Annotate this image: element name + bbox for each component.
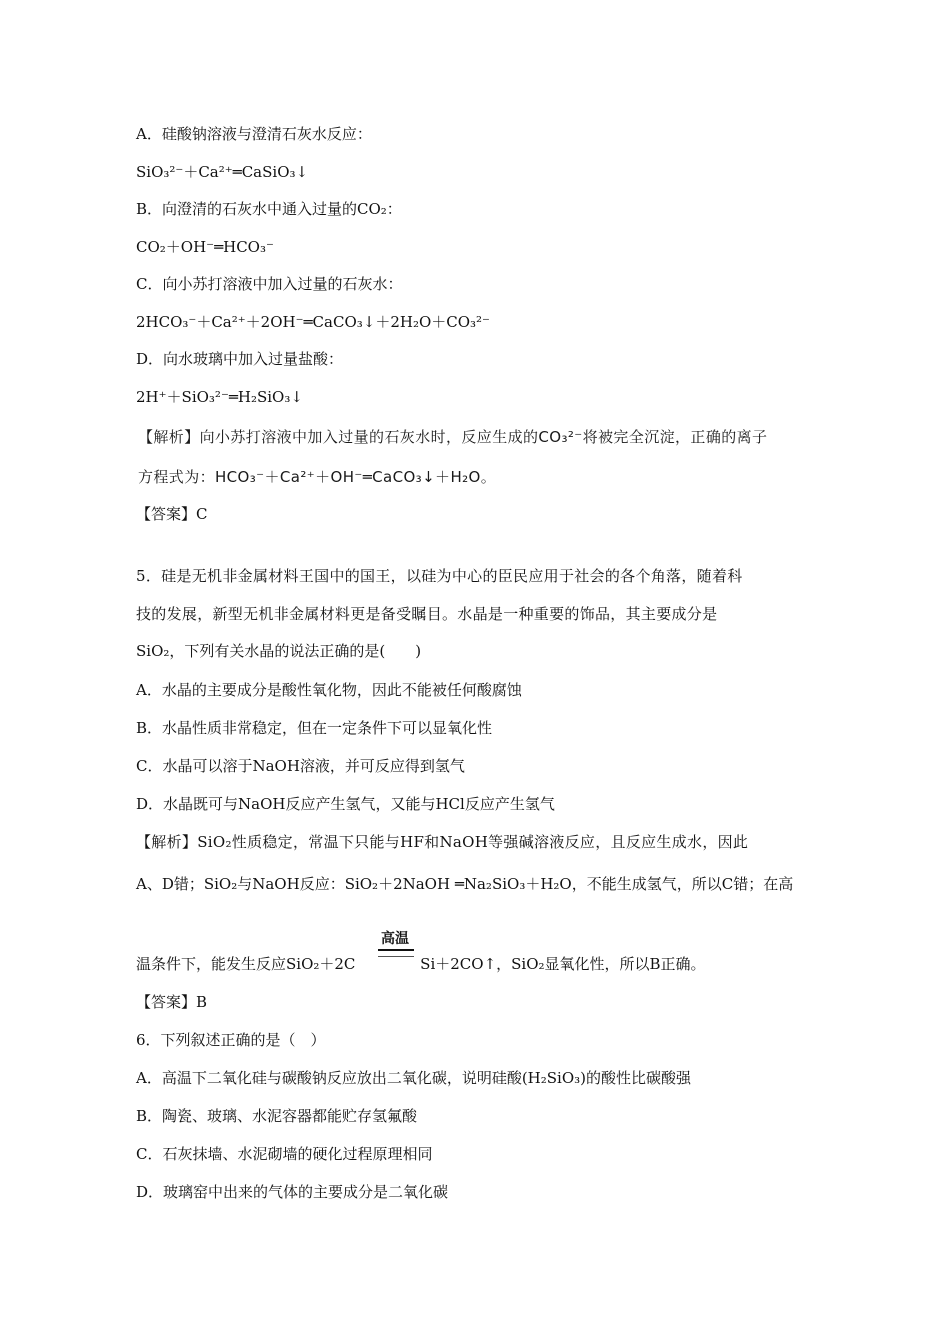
q4-equation-c: 2HCO₃⁻＋Ca²⁺＋2OH⁻═CaCO₃↓＋2H₂O＋CO₃²⁻ xyxy=(136,313,490,331)
q5-option-d: D．水晶既可与NaOH反应产生氢气，又能与HCl反应产生氢气 xyxy=(136,795,555,813)
q4-analysis-line-2: 方程式为：HCO₃⁻＋Ca²⁺＋OH⁻═CaCO₃↓＋H₂O。 xyxy=(138,468,497,486)
q5-stem-line-3: SiO₂，下列有关水晶的说法正确的是( ) xyxy=(136,642,422,660)
q6-option-d: D．玻璃窑中出来的气体的主要成分是二氧化碳 xyxy=(136,1183,449,1201)
q5-option-b: B．水晶性质非常稳定，但在一定条件下可以显氧化性 xyxy=(136,719,493,737)
reaction-condition-label: 高温 xyxy=(381,931,409,947)
q5-stem-line-2: 技的发展，新型无机非金属材料更是备受瞩目。水晶是一种重要的饰品，其主要成分是 xyxy=(136,605,718,623)
reaction-arrow-bar-top xyxy=(378,949,414,951)
q4-option-d: D．向水玻璃中加入过量盐酸： xyxy=(136,350,344,368)
q6-option-a: A．高温下二氧化硅与碳酸钠反应放出二氧化碳，说明硅酸(H₂SiO₃)的酸性比碳酸强 xyxy=(136,1069,692,1087)
q4-answer: 【答案】C xyxy=(136,505,208,523)
q4-option-a: A．硅酸钠溶液与澄清石灰水反应： xyxy=(136,125,372,143)
q5-analysis-line-3: 温条件下，能发生反应SiO₂＋2C Si＋2CO↑，SiO₂显氧化性，所以B正确。 xyxy=(136,955,706,973)
q4-equation-a: SiO₃²⁻＋Ca²⁺═CaSiO₃↓ xyxy=(136,163,309,181)
q5-option-c: C．水晶可以溶于NaOH溶液，并可反应得到氢气 xyxy=(136,757,465,775)
q5-analysis-line-1: 【解析】SiO₂性质稳定，常温下只能与HF和NaOH等强碱溶液反应，且反应生成水，因此 xyxy=(136,833,749,851)
q4-equation-d: 2H⁺＋SiO₃²⁻═H₂SiO₃↓ xyxy=(136,388,303,406)
q6-stem: 6．下列叙述正确的是（ ） xyxy=(136,1031,326,1049)
q4-analysis-line-1: 【解析】向小苏打溶液中加入过量的石灰水时，反应生成的CO₃²⁻将被完全沉淀，正确的离子 xyxy=(138,428,768,446)
q6-option-c: C．石灰抹墙、水泥砌墙的硬化过程原理相同 xyxy=(136,1145,433,1163)
q5-analysis-line-2: A、D错；SiO₂与NaOH反应：SiO₂＋2NaOH ═Na₂SiO₃＋H₂O，不能生成氢气，所以C错；在高 xyxy=(136,875,794,893)
q4-equation-b: CO₂＋OH⁻═HCO₃⁻ xyxy=(136,238,274,256)
q4-option-b: B．向澄清的石灰水中通入过量的CO₂： xyxy=(136,200,402,218)
q6-option-b: B．陶瓷、玻璃、水泥容器都能贮存氢氟酸 xyxy=(136,1107,418,1125)
q5-stem-line-1: 5．硅是无机非金属材料王国中的国王，以硅为中心的臣民应用于社会的各个角落，随着科 xyxy=(136,567,743,585)
q4-option-c: C．向小苏打溶液中加入过量的石灰水： xyxy=(136,275,403,293)
q5-option-a: A．水晶的主要成分是酸性氧化物，因此不能被任何酸腐蚀 xyxy=(136,681,522,699)
q5-answer: 【答案】B xyxy=(136,993,208,1011)
